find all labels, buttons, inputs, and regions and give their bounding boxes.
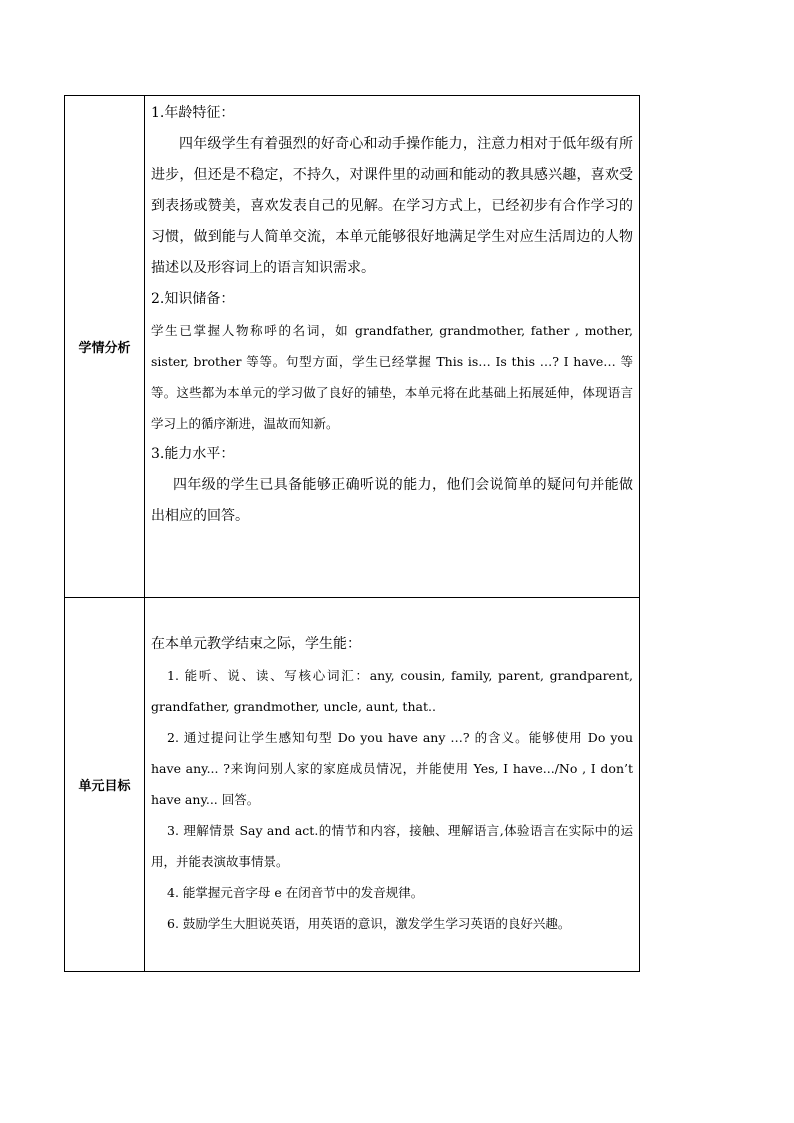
goals-row [65,597,639,971]
goal-item-2: 2. 通过提问让学生感知句型 Do you have any …? 的含义。能够使用 Do you have any... ?来询问别人家的家庭成员情况，并能使用 Yes, I have.../No , I don’t have any... 回答。 [151,730,633,807]
analysis-heading-knowledge: 2.知识储备： [151,291,235,307]
analysis-age-text: 四年级学生有着强烈的好奇心和动手操作能力，注意力相对于低年级有所进步，但还是不稳定，不持久，对课件里的动画和能动的教具感兴趣，喜欢受到表扬或赞美，喜欢发表自己的见解。在学习方式上，已经初步有合作学习的习惯，做到能与人简单交流，本单元能够很好地满足学生对应生活周边的人物描述以及形容词上的语言知识需求。 [151,136,633,276]
goals-intro: 在本单元教学结束之际，学生能： [151,636,361,652]
lesson-plan-table [64,95,640,972]
analysis-heading-age: 1.年龄特征： [151,105,235,121]
goal-item-4: 4. 能掌握元音字母 e 在闭音节中的发音规律。 [167,885,424,900]
analysis-content [145,96,639,597]
goals-content [145,598,639,971]
goal-item-3: 3. 理解情景 Say and act.的情节和内容，接触、理解语言,体验语言在实际中的运用，并能表演故事情景。 [151,823,633,869]
analysis-heading-ability: 3.能力水平： [151,446,235,462]
goal-item-1: 1. 能听、说、读、写核心词汇：any, cousin, family, parent, grandparent, grandfather, grandmother, uncle, aunt, that.. [151,668,633,714]
analysis-row [65,96,639,597]
analysis-knowledge-text: 学生已掌握人物称呼的名词，如 grandfather, grandmother, father , mother, sister, brother 等等。句型方面，学生已经掌握 This is… Is this …? I have… 等等。这些都为本单元的学习做了良好的铺垫，本单元将在此基础上拓展延伸，体现语言学习上的循序渐进，温故而知新。 [151,323,633,431]
goals-label: 单元目标 [65,598,145,971]
analysis-ability-text: 四年级的学生已具备能够正确听说的能力，他们会说简单的疑问句并能做出相应的回答。 [151,477,633,524]
goal-item-6: 6. 鼓励学生大胆说英语，用英语的意识，激发学生学习英语的良好兴趣。 [167,916,571,931]
analysis-label: 学情分析 [65,96,145,597]
